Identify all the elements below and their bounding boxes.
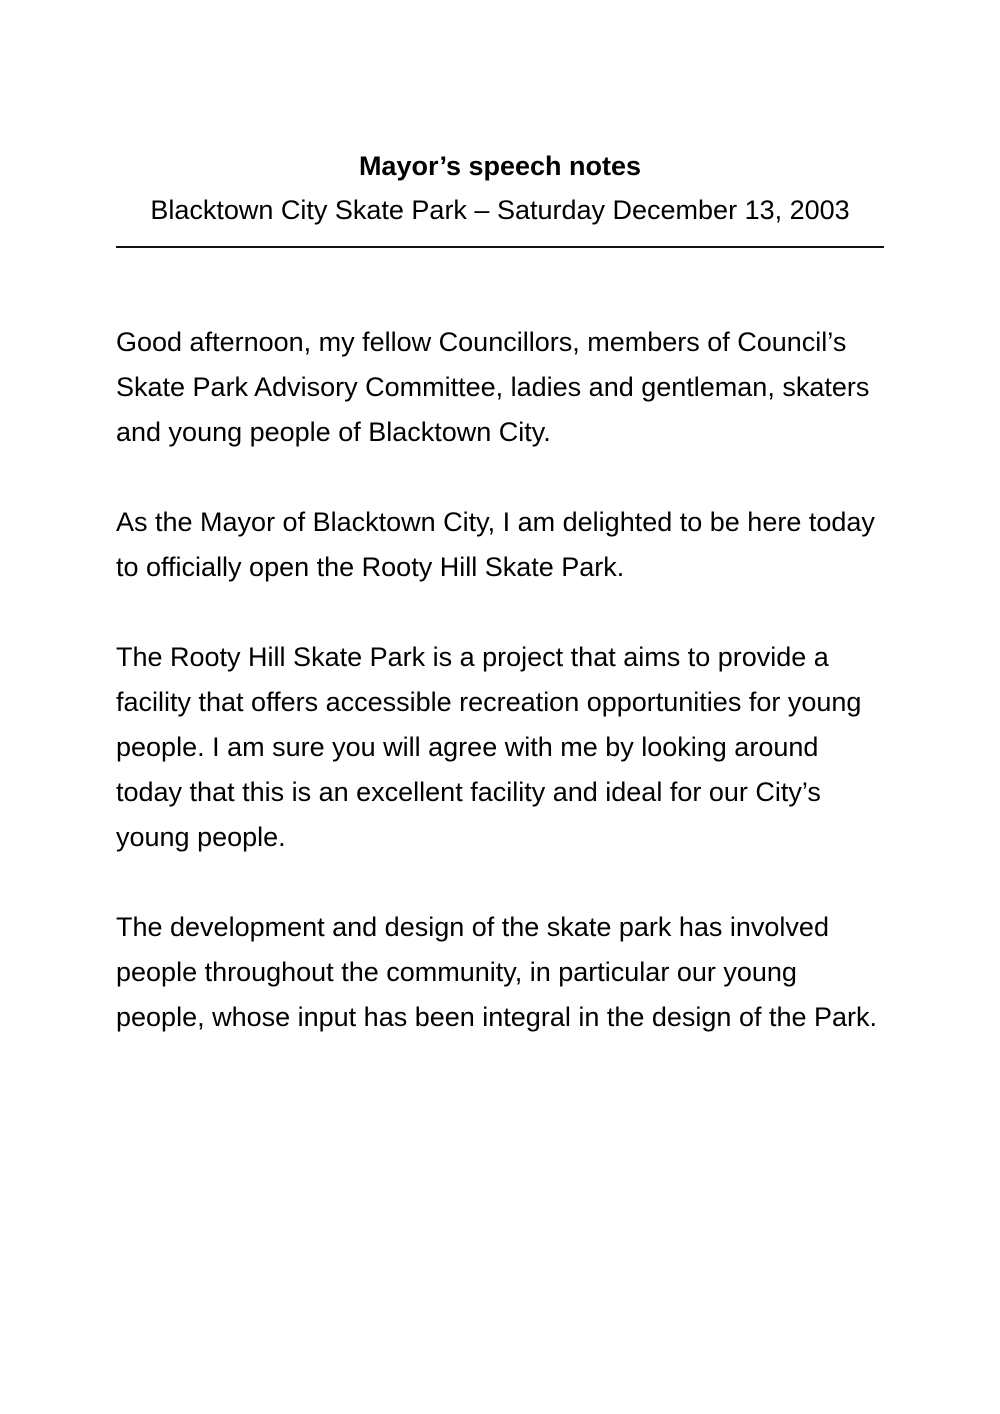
document-body xyxy=(116,320,884,1040)
document-subtitle: Blacktown City Skate Park – Saturday December 13, 2003 xyxy=(150,195,850,225)
paragraph-project-aims: The Rooty Hill Skate Park is a project that aims to provide a facility that offers accessible recreation opportunities for young people. I am sure you will agree with me by looking around today that this is an excellent facility and ideal for our City’s young people. xyxy=(116,642,862,852)
paragraph-opening: As the Mayor of Blacktown City, I am delighted to be here today to officially open the Rooty Hill Skate Park. xyxy=(116,507,875,582)
title-divider-rule xyxy=(116,246,884,248)
paragraph-greeting: Good afternoon, my fellow Councillors, members of Council’s Skate Park Advisory Committee, ladies and gentleman, skaters and young people of Blacktown City. xyxy=(116,327,870,447)
document-title: Mayor’s speech notes xyxy=(358,151,642,181)
paragraph-community-involvement: The development and design of the skate park has involved people throughout the community, in particular our young people, whose input has been integral in the design of the Park. xyxy=(116,912,878,1032)
